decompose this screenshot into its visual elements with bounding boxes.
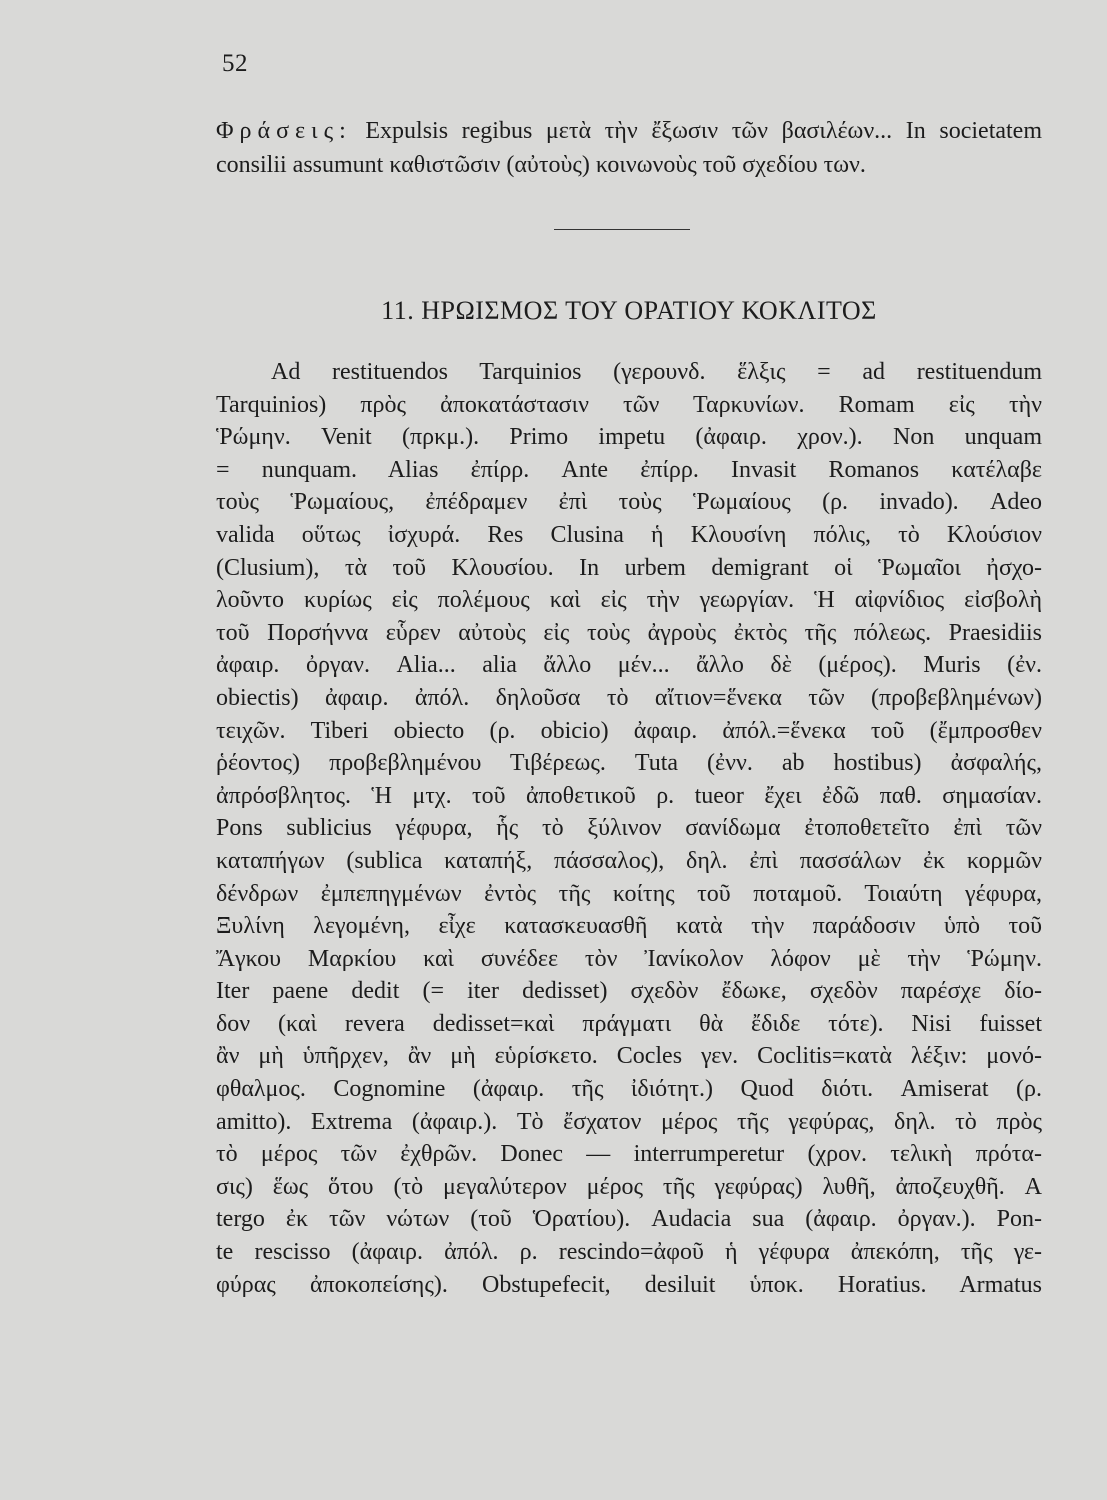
phrases-paragraph <box>216 114 1042 182</box>
text-line: τοῦ Πορσήννα εὗρεν αὐτοὺς εἰς τοὺς ἀγροὺς ἐκτὸς τῆς πόλεως. Praesidiis <box>216 619 1042 646</box>
text-line: valida οὕτως ἰσχυρά. Res Clusina ἡ Κλουσίνη πόλις, τὸ Κλούσιον <box>216 521 1042 548</box>
page-number: 52 <box>222 50 248 77</box>
text-line: ἀπρόσβλητος. Ἡ μτχ. τοῦ ἀποθετικοῦ ρ. tueor ἔχει ἐδῶ παθ. σημασίαν. <box>216 782 1042 809</box>
text-line: φθαλμος. Cognomine (ἀφαιρ. τῆς ἰδιότητ.) Quod διότι. Amiserat (ρ. <box>216 1076 1042 1103</box>
text-line: Tarquinios) πρὸς ἀποκατάστασιν τῶν Ταρκυνίων. Romam εἰς τὴν <box>216 391 1042 418</box>
text-line: δον (καὶ revera dedisset=καὶ πράγματι θὰ ἔδιδε τότε). Nisi fuisset <box>216 1010 1042 1037</box>
text-line: te rescisso (ἀφαιρ. ἀπόλ. ρ. rescindo=ἀφοῦ ἡ γέφυρα ἀπεκόπη, τῆς γε- <box>216 1239 1042 1266</box>
text-line: Iter paene dedit (= iter dedisset) σχεδὸν ἔδωκε, σχεδὸν παρέσχε δίο- <box>216 978 1042 1005</box>
section-divider <box>554 229 690 230</box>
text-line: ῥέοντος) προβεβλημένου Τιβέρεως. Tuta (ἐνν. ab hostibus) ἀσφαλής, <box>216 750 1042 777</box>
text-line: λοῦντο κυρίως εἰς πολέμους καὶ εἰς τὴν γεωργίαν. Ἡ αἰφνίδιος εἰσβολὴ <box>216 587 1042 614</box>
text-line: τειχῶν. Tiberi obiecto (ρ. obicio) ἀφαιρ. ἀπόλ.=ἕνεκα τοῦ (ἔμπροσθεν <box>216 717 1042 744</box>
text-line: tergo ἐκ τῶν νώτων (τοῦ Ὁρατίου). Audacia sua (ἀφαιρ. ὀργαν.). Pon- <box>216 1206 1042 1233</box>
text-line: amitto). Extrema (ἀφαιρ.). Τὸ ἔσχατον μέρος τῆς γεφύρας, δηλ. τὸ πρὸς <box>216 1108 1042 1135</box>
text-line: φύρας ἀποκοπείσης). Obstupefecit, desiluit ὑποκ. Horatius. Armatus <box>216 1271 1042 1298</box>
text-line: Pons sublicius γέφυρα, ἧς τὸ ξύλινον σανίδωμα ἐτοποθετεῖτο ἐπὶ τῶν <box>216 815 1042 842</box>
text-line: Ἄγκου Μαρκίου καὶ συνέδεε τὸν Ἰανίκολον λόφον μὲ τὴν Ῥώμην. <box>216 945 1042 972</box>
text-line: Ad restituendos Tarquinios (γερουνδ. ἕλξις = ad restituendum <box>271 359 1042 385</box>
text-line: ἀφαιρ. ὀργαν. Alia... alia ἄλλο μέν... ἄλλο δὲ (μέρος). Muris (ἐν. <box>216 652 1042 679</box>
section-title: 11. ΗΡΩΙΣΜΟΣ ΤΟΥ ΟΡΑΤΙΟΥ ΚΟΚΛΙΤΟΣ <box>381 296 877 325</box>
text-line: τὸ μέρος τῶν ἐχθρῶν. Donec — interrumperetur (χρον. τελικὴ πρότα- <box>216 1141 1042 1168</box>
text-line: σις) ἕως ὅτου (τὸ μεγαλύτερον μέρος τῆς γεφύρας) λυθῆ, ἀποζευχθῆ. A <box>216 1173 1042 1200</box>
text-line: ἂν μὴ ὑπῆρχεν, ἂν μὴ εὑρίσκετο. Cocles γεν. Coclitis=κατὰ λέξιν: μονό- <box>216 1043 1042 1070</box>
body-text <box>216 356 1042 1301</box>
text-line: = nunquam. Alias ἐπίρρ. Ante ἐπίρρ. Invasit Romanos κατέλαβε <box>216 456 1042 483</box>
text-line: (Clusium), τὰ τοῦ Κλουσίου. In urbem demigrant οἱ Ῥωμαῖοι ἠσχο- <box>216 554 1042 581</box>
text-line: δένδρων ἐμπεπηγμένων ἐντὸς τῆς κοίτης τοῦ ποταμοῦ. Τοιαύτη γέφυρα, <box>216 880 1042 907</box>
text-line: τοὺς Ῥωμαίους, ἐπέδραμεν ἐπὶ τοὺς Ῥωμαίους (ρ. invado). Adeo <box>216 489 1042 516</box>
phrases-text: Expulsis regibus μετὰ τὴν ἔξωσιν τῶν βασιλέων... In societatem consilii assumunt καθιστῶσιν (αὐτοὺς) κοινωνοὺς τοῦ σχεδίου των. <box>216 118 1043 178</box>
text-line: Ξυλίνη λεγομένη, εἶχε κατασκευασθῆ κατὰ τὴν παράδοσιν ὑπὸ τοῦ <box>216 913 1042 940</box>
text-line: καταπήγων (sublica καταπήξ, πάσσαλος), δηλ. ἐπὶ πασσάλων ἐκ κορμῶν <box>216 847 1042 874</box>
text-line: obiectis) ἀφαιρ. ἀπόλ. δηλοῦσα τὸ αἴτιον=ἕνεκα τῶν (προβεβλημένων) <box>216 684 1042 711</box>
text-line: Ῥώμην. Venit (πρκμ.). Primo impetu (ἀφαιρ. χρον.). Non unquam <box>216 424 1042 451</box>
phrases-label: Φράσεις: <box>216 118 352 144</box>
